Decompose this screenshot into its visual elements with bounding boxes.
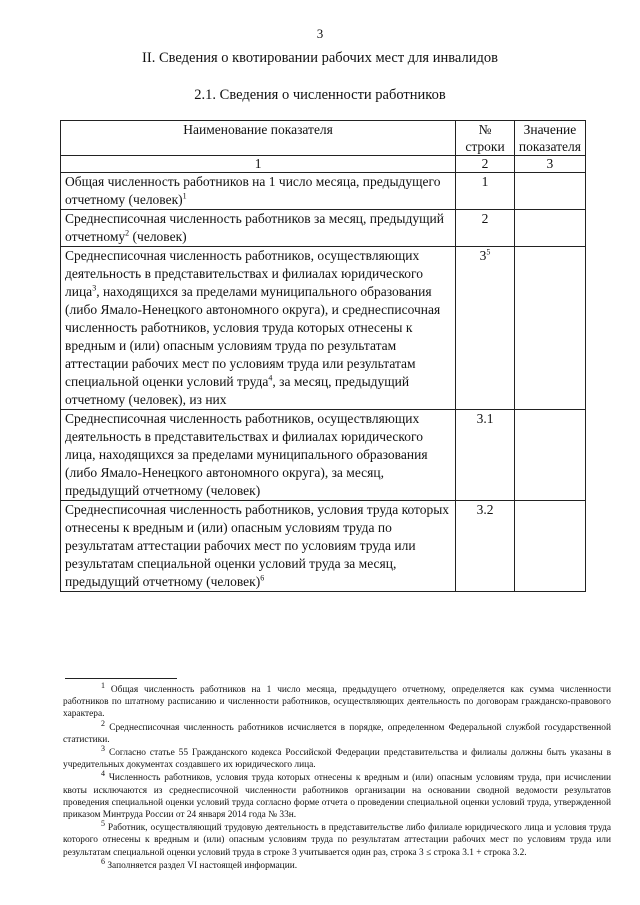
header-row-no: № строки	[456, 121, 515, 156]
row-name: Среднесписочная численность работников за месяц, предыдущий отчетному$^2$ (человек)	[61, 210, 456, 247]
table-row	[61, 247, 586, 410]
workers-table	[60, 120, 586, 592]
footnote-ref: 5	[486, 247, 491, 257]
column-number: 2	[456, 156, 515, 173]
footnote: $^6$ Заполняется раздел VI настоящей информации.	[101, 856, 298, 871]
footnote-separator	[65, 678, 177, 679]
footnote-ref: 1	[182, 191, 187, 201]
column-number: 1	[61, 156, 456, 173]
row-name: Среднесписочная численность работников, осуществляющих деятельность в представительствах и филиалах юридического лица, находящихся за пределами муниципального образования (либо Ямало-Ненецкого автономного округа), за месяц, предыдущий отчетному (человек)	[61, 410, 456, 501]
footnote: $^2$ Среднесписочная численность работников исчисляется в порядке, определенном Федеральной службой государственной статистики.	[63, 718, 612, 745]
column-numbers-row	[61, 156, 586, 173]
table-header-row	[61, 121, 586, 156]
row-code: 3.2	[456, 501, 515, 592]
row-code: 3.1	[456, 410, 515, 501]
table-row	[61, 501, 586, 592]
row-code: 1	[456, 173, 515, 210]
footnote-ref: 3	[92, 283, 97, 293]
header-name: Наименование показателя	[61, 121, 456, 156]
row-name: Среднесписочная численность работников, условия труда которых отнесены к вредным и (или) опасным условиям труда по результатам аттестации рабочих мест по условиям труда или результатам специальной оценки условий труда за месяц, предыдущий отчетному (человек)$^6$	[61, 501, 456, 592]
table-row	[61, 410, 586, 501]
row-code: 2	[456, 210, 515, 247]
header-value: Значение показателя	[514, 121, 585, 156]
page-number: 3	[316, 26, 324, 41]
section-title: II. Сведения о квотировании рабочих мест для инвалидов	[142, 50, 498, 66]
row-value[interactable]	[514, 210, 585, 247]
row-code: $3^5$	[456, 247, 515, 410]
row-value[interactable]	[514, 410, 585, 501]
footnote-ref: 6	[260, 573, 265, 583]
table-row	[61, 173, 586, 210]
footnote: $^1$ Общая численность работников на 1 число месяца, предыдущего отчетному, определяется как сумма численности работников по штатному расписанию и численности работников, осуществляющих деятельность по договорам гражданско-правового характера.	[63, 680, 612, 720]
footnotes	[63, 680, 612, 873]
row-value[interactable]	[514, 501, 585, 592]
footnote-ref: 2	[125, 228, 130, 238]
footnote: $^3$ Согласно статье 55 Гражданского кодекса Российской Федерации представительства и филиалы должны быть указаны в учредительных документах создавшего их юридического лица.	[63, 743, 612, 771]
subsection-title: 2.1. Сведения о численности работников	[194, 87, 446, 103]
footnote: $^4$ Численность работников, условия труда которых отнесены к вредным и (или) опасным условиям труда, при исчислении квоты исключаются из среднесписочной численности работников организации на основании сводной ведомости результатов проведения специальной оценки условий труда согласно форме отчета о проведении специальной оценки условий труда, утвержденной приказом Минтруда России от 24 января 2014 года № 33н.	[63, 769, 612, 821]
row-name: Общая численность работников на 1 число месяца, предыдущего отчетному (человек)$^1$	[61, 173, 456, 210]
table-row	[61, 210, 586, 247]
row-name: Среднесписочная численность работников, осуществляющих деятельность в представительствах и филиалах юридического лица$^3$, находящихся за пределами муниципального образования (либо Ямало-Ненецкого автономного округа), и среднесписочная численность работников, условия труда которых отнесены к вредным и (или) опасным условиям труда по результатам аттестации рабочих мест по условиям труда или результатам специальной оценки условий труда$^4$, за месяц, предыдущий отчетному (человек), из них	[61, 247, 456, 410]
row-value[interactable]	[514, 173, 585, 210]
footnote: $^5$ Работник, осуществляющий трудовую деятельность в представительстве либо филиале юридического лица и условия труда которого отнесены к вредным и (или) опасным условиям труда по результатам аттестации рабочих мест по условиям труда или результатам специальной оценки условий труда в строке 3 учитывается один раз, строка 3 ≤ строка 3.1 + строка 3.2.	[63, 819, 612, 858]
column-number: 3	[514, 156, 585, 173]
row-value[interactable]	[514, 247, 585, 410]
footnote-ref: 4	[268, 373, 273, 383]
